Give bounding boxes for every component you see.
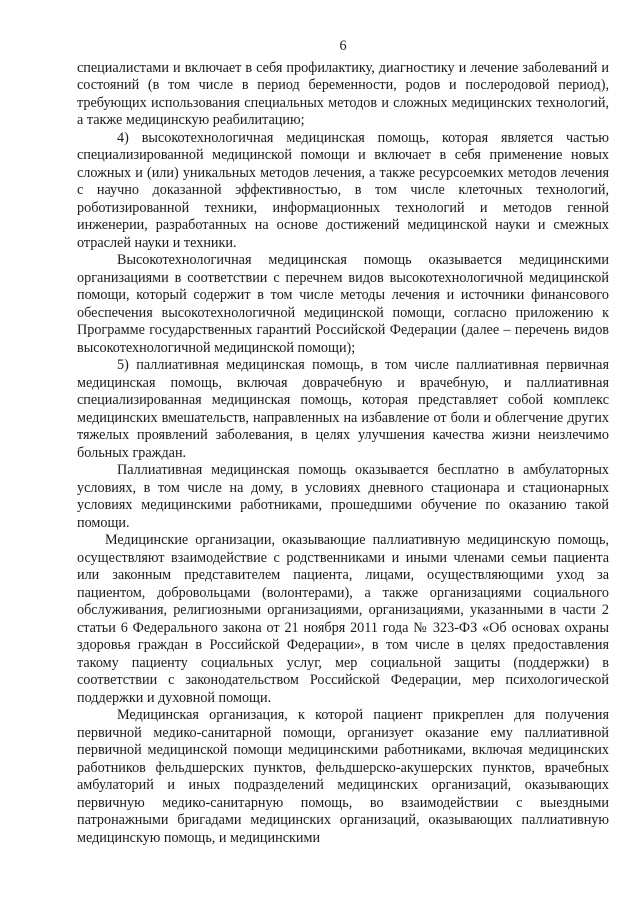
page-number: 6	[339, 38, 347, 54]
paragraph-palliative-care-free: Паллиативная медицинская помощь оказывается бесплатно в амбулаторных условиях, в том числе на дому, в условиях дневного стационара и стационарных условиях медицинскими работниками, прошедшими обучение по оказанию такой помощи.	[77, 462, 609, 531]
paragraph-palliative-organizations-interaction: Медицинские организации, оказывающие паллиативную медицинскую помощь, осуществляют взаимодействие с родственниками и иными членами семьи пациента или законным представителем пациента, лицами, осуществляющими уход за пациентом, добровольцами (волонтерами), а также организациями социального обслуживания, религиозными организациями, организациями, указанными в части 2 статьи 6 Федерального закона от 21 ноября 2011 года № 323-ФЗ «Об основах охраны здоровья граждан в Российской Федерации», в том числе в целях предоставления такому пациенту социальных услуг, мер социальной защиты (поддержки) в соответствии с законодательством Российской Федерации, мер психологической поддержки и духовной помощи.	[77, 532, 609, 706]
paragraph-attached-medical-organization: Медицинская организация, к которой пациент прикреплен для получения первичной медико-санитарной помощи, организует оказание ему паллиативной первичной медицинской помощи медицинскими работниками, включая медицинских работников фельдшерских пунктов, фельдшерско-акушерских пунктов, врачебных амбулаторий и иных подразделений медицинских организаций, оказывающих первичную медико-санитарную помощь, во взаимодействии с выездными патронажными бригадами медицинских организаций, оказывающих паллиативную медицинскую помощь, и медицинскими	[77, 707, 609, 846]
paragraph-high-tech-care-organizations: Высокотехнологичная медицинская помощь оказывается медицинскими организациями в соответствии с перечнем видов высокотехнологичной медицинской помощи, который содержит в том числе методы лечения и источники финансового обеспечения высокотехнологичной медицинской помощи, согласно приложению к Программе государственных гарантий Российской Федерации (далее – перечень видов высокотехнологичной медицинской помощи);	[77, 252, 609, 356]
paragraph-specialized-care-continuation: специалистами и включает в себя профилактику, диагностику и лечение заболеваний и состояний (в том числе в период беременности, родов и послеродовой период), требующих использования специальных методов и сложных медицинских технологий, а также медицинскую реабилитацию;	[77, 59, 609, 128]
paragraph-palliative-care: 5) паллиативная медицинская помощь, в том числе паллиативная первичная медицинская помощь, включая доврачебную и врачебную, и паллиативная специализированная медицинская помощь, которая представляет собой комплекс медицинских вмешательств, направленных на избавление от боли и облегчение других тяжелых проявлений заболевания, в целях улучшения качества жизни неизлечимо больных граждан.	[77, 357, 609, 461]
document-page	[77, 38, 609, 847]
paragraph-high-tech-care: 4) высокотехнологичная медицинская помощь, которая является частью специализированной медицинской помощи и включает в себя применение новых сложных и (или) уникальных методов лечения, а также ресурсоемких методов лечения с научно доказанной эффективностью, в том числе клеточных технологий, роботизированной техники, информационных технологий и методов генной инженерии, разработанных на основе достижений медицинской науки и смежных отраслей науки и техники.	[77, 129, 609, 251]
